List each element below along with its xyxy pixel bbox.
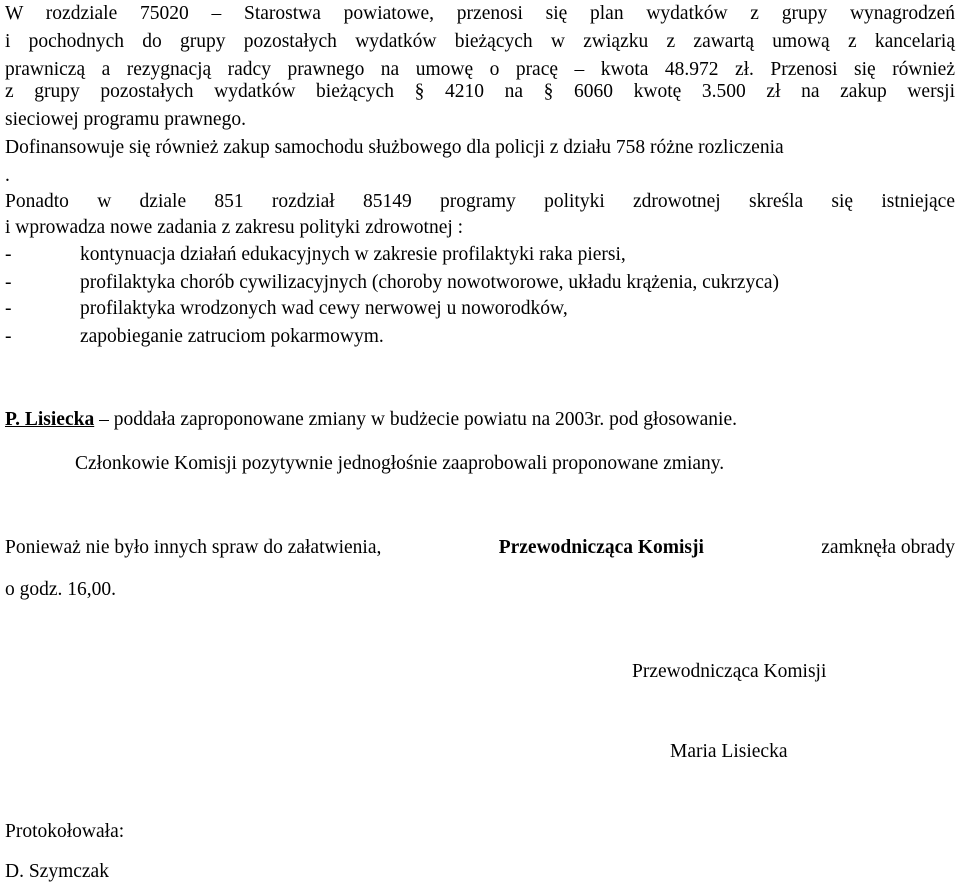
paragraph-line: W rozdziale 75020 – Starostwa powiatowe, przenosi się plan wydatków z grupy wynagrodzeń [5,3,955,24]
chair-title-bold: Przewodnicząca Komisji [498,537,704,558]
list-item [0,244,960,268]
list-item-text: profilaktyka chorób cywilizacyjnych (choroby nowotworowe, układu krążenia, cukrzyca) [80,272,780,293]
closing-paragraph [5,536,955,560]
speaker-name: P. Lisiecka [5,409,95,430]
list-item-text: zapobieganie zatruciom pokarmowym. [80,326,384,347]
protocol-label: Protokołowała: [5,821,125,842]
signature-name: Maria Lisiecka [670,741,788,762]
list-item [0,326,960,350]
list-item-text: kontynuacja działań edukacyjnych w zakresie profilaktyki raka piersi, [80,244,626,265]
bullet-marker: - [5,244,12,265]
bullet-marker: - [5,272,12,293]
bullet-marker: - [5,326,12,347]
signature-title: Przewodnicząca Komisji [632,661,827,682]
vote-text: – poddała zaproponowane zmiany w budżecie powiatu na 2003r. pod głosowanie. [94,409,737,430]
closing-text-before: Ponieważ nie było innych spraw do załatwienia, [5,537,382,558]
paragraph-line: i wprowadza nowe zadania z zakresu polityki zdrowotnej : [5,217,464,238]
paragraph-line: z grupy pozostałych wydatków bieżących § 4210 na § 6060 kwotę 3.500 zł na zakup wersji [5,81,955,102]
paragraph-line: prawniczą a rezygnacją radcy prawnego na umowę o pracę – kwota 48.972 zł. Przenosi się również [5,59,955,80]
paragraph-line: Dofinansowuje się również zakup samochodu służbowego dla policji z działu 758 różne rozliczenia [5,137,784,158]
list-item [0,298,960,322]
closing-time: o godz. 16,00. [5,579,117,600]
paragraph-line: sieciowej programu prawnego. [5,109,246,130]
protocol-name: D. Szymczak [5,861,109,882]
list-item [0,272,960,296]
paragraph-line: i pochodnych do grupy pozostałych wydatków bieżących w związku z zawartą umową z kancelarią [5,31,955,52]
vote-paragraph [5,408,737,432]
list-item-text: profilaktyka wrodzonych wad cewy nerwowej u noworodków, [80,298,568,319]
approval-paragraph: Członkowie Komisji pozytywnie jednogłośnie zaaprobowali proponowane zmiany. [75,453,725,474]
paragraph-line: . [5,165,10,186]
closing-text-after: zamknęła obrady [821,537,955,558]
paragraph-line: Ponadto w dziale 851 rozdział 85149 programy polityki zdrowotnej skreśla się istniejące [5,191,955,212]
bullet-marker: - [5,298,12,319]
